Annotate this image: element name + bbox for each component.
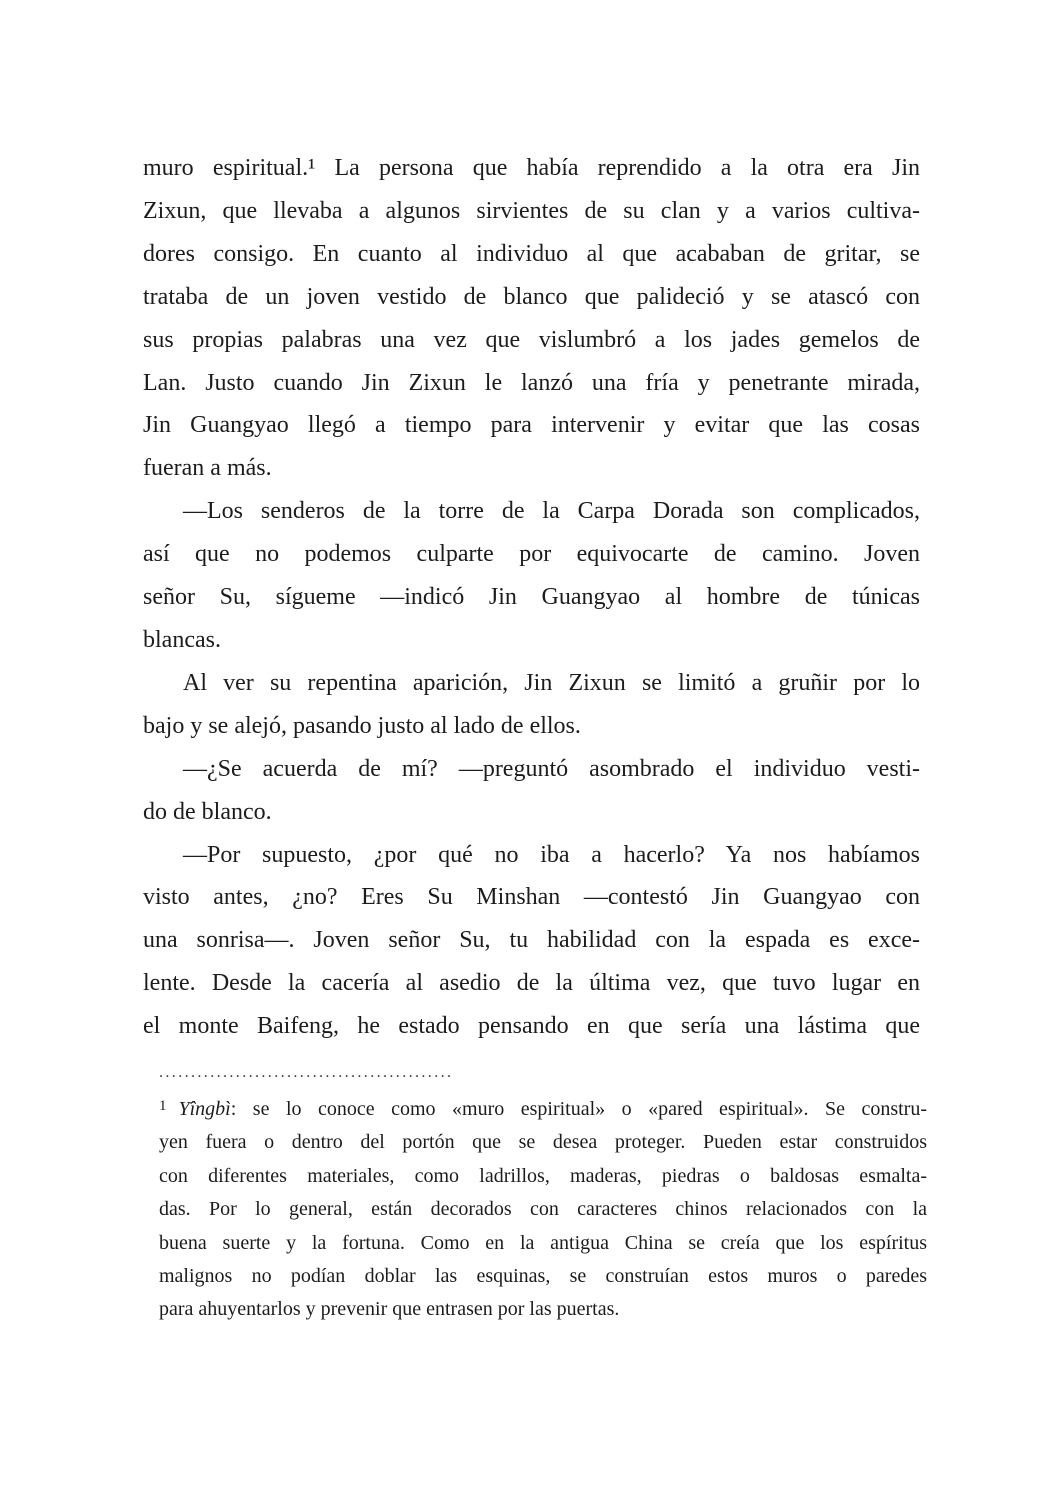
body-line: muro espiritual.¹ La persona que había reprendido a la otra era Jin — [143, 155, 920, 181]
body-line: dores consigo. En cuanto al individuo al que acababan de gritar, se — [143, 240, 920, 267]
footnote-line — [159, 1090, 927, 1126]
body-line: visto antes, ¿no? Eres Su Minshan —contestó Jin Guangyao con — [143, 884, 920, 911]
body-line: blancas. — [143, 626, 221, 653]
footnote-separator: .............................................. — [159, 1064, 454, 1081]
footnote-line: para ahuyentarlos y prevenir que entrasen por las puertas. — [159, 1298, 620, 1321]
body-line: fueran a más. — [143, 455, 272, 482]
body-line: una sonrisa—. Joven señor Su, tu habilidad con la espada es exce- — [143, 927, 920, 954]
body-line: do de blanco. — [143, 798, 272, 825]
footnote-line: das. Por lo general, están decorados con caracteres chinos relacionados con la — [159, 1198, 927, 1221]
body-line: Al ver su repentina aparición, Jin Zixun se limitó a gruñir por lo — [183, 669, 920, 696]
body-text — [143, 147, 920, 1048]
footnote-marker: 1 — [159, 1098, 167, 1114]
body-line: sus propias palabras una vez que vislumbró a los jades gemelos de — [143, 326, 920, 353]
footnote-text: : se lo conoce como «muro espiritual» o «pared espiritual». Se constru- — [230, 1098, 927, 1120]
body-line: Lan. Justo cuando Jin Zixun le lanzó una fría y penetrante mirada, — [143, 369, 920, 396]
body-line: Jin Guangyao llegó a tiempo para intervenir y evitar que las cosas — [143, 412, 920, 439]
footnote-line: con diferentes materiales, como ladrillos, maderas, piedras o baldosas esmalta- — [159, 1164, 927, 1187]
body-line: bajo y se alejó, pasando justo al lado de ellos. — [143, 712, 581, 739]
footnote-line: malignos no podían doblar las esquinas, se construían estos muros o paredes — [159, 1265, 927, 1288]
footnote-line: buena suerte y la fortuna. Como en la antigua China se creía que los espíritus — [159, 1231, 927, 1254]
footnote — [159, 1090, 927, 1327]
body-line: así que no podemos culparte por equivocarte de camino. Joven — [143, 541, 920, 568]
body-line: —Los senderos de la torre de la Carpa Dorada son complicados, — [183, 498, 920, 525]
body-line: señor Su, sígueme —indicó Jin Guangyao al hombre de túnicas — [143, 584, 920, 611]
body-line: —¿Se acuerda de mí? —preguntó asombrado el individuo vesti- — [183, 755, 920, 782]
body-line: Zixun, que llevaba a algunos sirvientes de su clan y a varios cultiva- — [143, 197, 920, 224]
footnote-term: Yîngbì — [178, 1098, 231, 1120]
body-line: lente. Desde la cacería al asedio de la última vez, que tuvo lugar en — [143, 970, 920, 997]
body-line: trataba de un joven vestido de blanco que palideció y se atascó con — [143, 283, 920, 310]
footnote-line: yen fuera o dentro del portón que se desea proteger. Pueden estar construidos — [159, 1131, 927, 1154]
body-line: —Por supuesto, ¿por qué no iba a hacerlo? Ya nos habíamos — [183, 841, 920, 868]
body-line: el monte Baifeng, he estado pensando en que sería una lástima que — [143, 1013, 920, 1040]
